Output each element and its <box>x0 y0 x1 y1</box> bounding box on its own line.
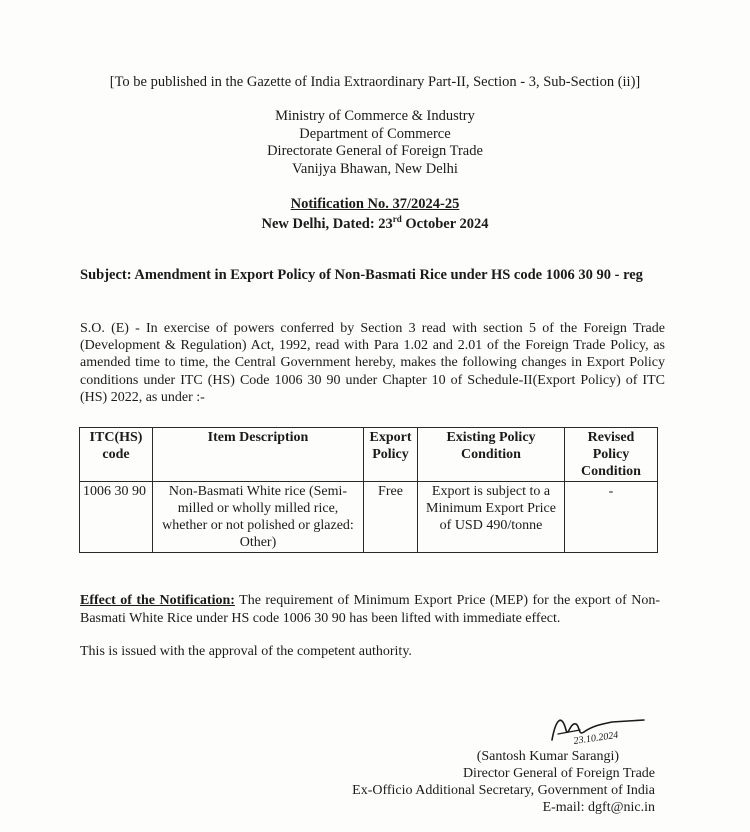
date-prefix: New Delhi, Dated: 23 <box>261 215 393 232</box>
table-row <box>80 482 658 553</box>
signatory-designation: Ex-Officio Additional Secretary, Government of India <box>352 783 655 798</box>
effect-label: Effect of the Notification: <box>80 593 235 608</box>
approval-statement: This is issued with the approval of the competent authority. <box>80 644 412 659</box>
svg-text:23.10.2024: 23.10.2024 <box>572 729 619 747</box>
department-name: Department of Commerce <box>299 125 451 142</box>
signatory-name: (Santosh Kumar Sarangi) <box>476 749 619 764</box>
header-item-description: Item Description <box>153 428 364 482</box>
policy-table <box>79 427 658 553</box>
header-export-policy: Export Policy <box>364 428 418 482</box>
ministry-name: Ministry of Commerce & Industry <box>275 108 475 124</box>
signatory-title: Director General of Foreign Trade <box>462 766 655 781</box>
subject-label: Subject: <box>80 267 132 283</box>
directorate-name: Directorate General of Foreign Trade <box>267 143 483 159</box>
office-address: Vanijya Bhawan, New Delhi <box>292 160 458 177</box>
body-paragraph: S.O. (E) - In exercise of powers conferred by Section 3 read with section 5 of the Foreign Trade (Development & Regulation) Act, 1992, read with Para 1.02 and 2.01 of the Foreign Trade Policy, as amended time to time, the Central Government hereby, makes the following changes in Export Policy conditions under ITC (HS) Code 1006 30 90 under Chapter 10 of Schedule-II(Export Policy) of ITC (HS) 2022, as under :- <box>80 321 665 405</box>
effect-paragraph <box>80 592 660 628</box>
ministry-address-block <box>0 108 750 178</box>
cell-existing-policy-condition: Export is subject to a Minimum Export Price of USD 490/tonne <box>418 482 565 553</box>
header-revised-policy-condition: Revised Policy Condition <box>565 428 658 482</box>
cell-revised-policy-condition: - <box>565 482 658 553</box>
subject-text: Amendment in Export Policy of Non-Basmati Rice under HS code 1006 30 90 - reg <box>131 267 643 283</box>
signatory-block <box>352 748 655 816</box>
cell-itc-hs-code: 1006 30 90 <box>80 482 153 553</box>
header-existing-policy-condition: Existing Policy Condition <box>418 428 565 482</box>
header-itc-hs-code: ITC(HS) code <box>80 428 153 482</box>
date-ordinal-suffix: rd <box>392 214 402 224</box>
notification-number: Notification No. 37/2024-25 <box>290 196 460 212</box>
subject-line <box>80 266 670 284</box>
gazette-header: [To be published in the Gazette of India Extraordinary Part-II, Section - 3, Sub-Section (ii)] <box>109 74 641 90</box>
cell-export-policy: Free <box>364 482 418 553</box>
effect-text: The requirement of Minimum Export Price (MEP) for the export of Non-Basmati White Rice under HS code 1006 30 90 has been lifted with immediate effect. <box>80 593 660 626</box>
table-header-row <box>80 428 658 482</box>
date-rest: October 2024 <box>401 215 489 232</box>
cell-item-description: Non-Basmati White rice (Semi-milled or wholly milled rice, whether or not polished or glazed: Other) <box>153 482 364 553</box>
signatory-email: E-mail: dgft@nic.in <box>542 800 655 815</box>
notification-date <box>0 214 750 233</box>
